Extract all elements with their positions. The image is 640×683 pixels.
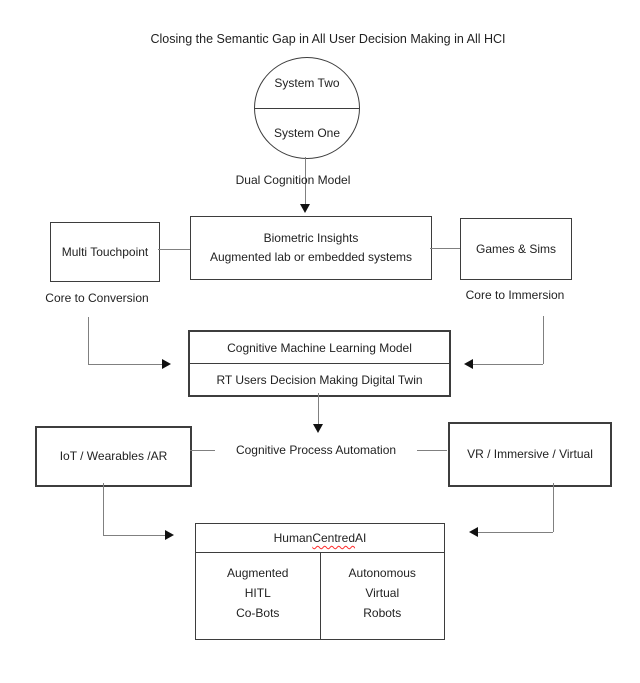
co-bots-label: Co-Bots: [236, 606, 280, 620]
system-two-label: System Two: [274, 75, 340, 90]
iot-wearables-ar-box: [35, 426, 192, 487]
arrowhead-left-icon: [464, 359, 473, 369]
connector-vr-elbow-vertical: [553, 483, 554, 532]
arrowhead-right-icon: [162, 359, 171, 369]
cognitive-ml-model-box: [188, 330, 451, 397]
augmented-label: Augmented: [227, 566, 289, 580]
autonomous-robots-cell: [321, 553, 445, 639]
biometric-insights-line2: Augmented lab or embedded systems: [209, 250, 413, 264]
connector-automation-to-vr: [417, 450, 447, 451]
dual-cognition-caption: Dual Cognition Model: [235, 173, 351, 187]
iot-wearables-ar-label: IoT / Wearables /AR: [59, 449, 168, 463]
vr-immersive-virtual-label: VR / Immersive / Virtual: [467, 447, 593, 461]
biometric-insights-line1: Biometric Insights: [263, 231, 359, 245]
cognitive-process-automation-label: Cognitive Process Automation: [235, 443, 397, 457]
multi-touchpoint-label: Multi Touchpoint: [61, 244, 149, 259]
connector-multi-to-biometric: [158, 249, 190, 250]
human-centred-ai-body: [196, 553, 444, 639]
connector-immersion-elbow-vertical: [543, 316, 544, 364]
dual-cognition-circle: [254, 57, 360, 159]
virtual-label: Virtual: [365, 586, 400, 600]
human-centred-ai-title: [196, 524, 444, 553]
connector-conversion-elbow-vertical: [88, 317, 89, 364]
arrowhead-down-icon: [313, 424, 323, 433]
cognitive-ml-model-label: Cognitive Machine Learning Model: [190, 332, 449, 364]
augmented-hitl-cell: [196, 553, 321, 639]
core-to-immersion-caption: Core to Immersion: [465, 288, 565, 302]
system-one-label: System One: [273, 126, 341, 141]
games-sims-label: Games & Sims: [475, 241, 556, 256]
games-sims-box: [460, 218, 572, 280]
hitl-label: HITL: [244, 586, 271, 600]
hcai-title-part3: AI: [355, 531, 367, 545]
robots-label: Robots: [363, 606, 402, 620]
arrowhead-right-icon: [165, 530, 174, 540]
connector-immersion-elbow-horizontal: [473, 364, 543, 365]
connector-iot-elbow-vertical: [103, 483, 104, 535]
connector-ml-to-automation: [318, 393, 319, 424]
diagram-title: Closing the Semantic Gap in All User Decision Making in All HCI: [150, 32, 506, 46]
vr-immersive-virtual-box: [448, 422, 612, 487]
connector-iot-to-automation: [190, 450, 215, 451]
autonomous-label: Autonomous: [348, 566, 416, 580]
human-centred-ai-box: [195, 523, 445, 640]
hcai-title-part1: Human: [273, 531, 313, 545]
digital-twin-label: RT Users Decision Making Digital Twin: [216, 372, 423, 387]
arrowhead-down-icon: [300, 204, 310, 213]
core-to-conversion-caption: Core to Conversion: [45, 291, 149, 305]
multi-touchpoint-box: [50, 222, 160, 282]
connector-vr-elbow-horizontal: [478, 532, 553, 533]
connector-conversion-elbow-horizontal: [88, 364, 162, 365]
connector-biometric-to-games: [430, 248, 460, 249]
biometric-insights-box: [190, 216, 432, 280]
arrowhead-left-icon: [469, 527, 478, 537]
connector-iot-elbow-horizontal: [103, 535, 165, 536]
hcai-title-misspelled-word: Centred: [312, 531, 356, 545]
